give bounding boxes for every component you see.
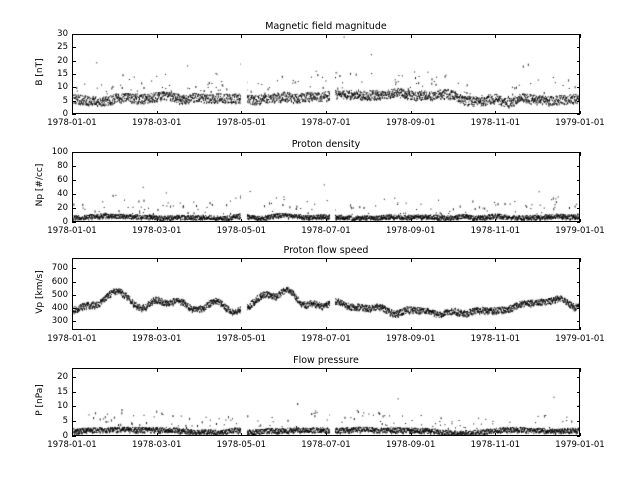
y-tick-label: 40: [57, 189, 68, 199]
x-tick-mark: [580, 327, 581, 331]
y-tick-label: 100: [51, 147, 68, 157]
x-tick-mark: [326, 152, 327, 156]
y-tick-mark: [577, 295, 581, 296]
x-tick-label: 1979-01-01: [555, 334, 605, 344]
x-tick-mark: [580, 433, 581, 437]
y-tick-mark: [72, 61, 76, 62]
y-tick-label: 10: [57, 401, 68, 412]
x-tick-mark: [495, 433, 496, 437]
y-tick-mark: [577, 208, 581, 209]
x-tick-mark: [241, 152, 242, 156]
x-tick-mark: [495, 219, 496, 223]
y-tick-label: 700: [51, 263, 68, 274]
y-tick-mark: [72, 194, 76, 195]
y-tick-mark: [577, 392, 581, 393]
x-tick-label: 1978-07-01: [301, 334, 351, 344]
x-tick-mark: [580, 368, 581, 372]
x-tick-mark: [157, 258, 158, 262]
y-tick-label: 400: [51, 302, 68, 313]
x-tick-mark: [411, 34, 412, 38]
x-tick-label: 1979-01-01: [555, 226, 605, 236]
plot-title-3: Proton flow speed: [283, 245, 369, 256]
x-tick-mark: [580, 152, 581, 156]
x-tick-mark: [241, 327, 242, 331]
y-tick-mark: [72, 87, 76, 88]
x-tick-label: 1978-05-01: [216, 334, 267, 344]
y-axis-label-4: P [nPa]: [35, 384, 45, 416]
x-tick-mark: [580, 34, 581, 38]
y-tick-mark: [577, 321, 581, 322]
y-tick-mark: [72, 377, 76, 378]
y-tick-mark: [72, 282, 76, 283]
series-points-2: [73, 153, 580, 222]
plot-frame-4: [72, 368, 580, 436]
y-axis-label-2: Np [#/cc]: [35, 163, 45, 207]
x-tick-mark: [72, 34, 73, 38]
x-tick-mark: [411, 219, 412, 223]
y-tick-mark: [577, 114, 581, 115]
y-tick-mark: [577, 180, 581, 181]
y-tick-mark: [72, 308, 76, 309]
x-tick-mark: [72, 219, 73, 223]
y-tick-label: 20: [57, 203, 68, 213]
x-tick-label: 1978-05-01: [216, 118, 267, 128]
y-tick-mark: [72, 47, 76, 48]
x-tick-label: 1978-01-01: [47, 226, 97, 236]
x-tick-mark: [411, 152, 412, 156]
x-tick-label: 1978-09-01: [385, 226, 436, 236]
y-tick-mark: [72, 180, 76, 181]
plot-panel-2: [35, 139, 605, 236]
y-tick-mark: [72, 421, 76, 422]
y-tick-mark: [577, 406, 581, 407]
y-tick-label: 0: [62, 431, 68, 441]
plot-panel-1: [35, 21, 605, 128]
y-tick-label: 600: [51, 276, 68, 287]
x-tick-label: 1978-11-01: [470, 226, 521, 236]
y-tick-label: 300: [51, 315, 68, 326]
x-tick-mark: [157, 219, 158, 223]
y-tick-mark: [72, 406, 76, 407]
y-tick-label: 500: [51, 289, 68, 300]
y-tick-mark: [577, 421, 581, 422]
x-tick-mark: [157, 152, 158, 156]
x-tick-mark: [157, 327, 158, 331]
x-tick-mark: [495, 368, 496, 372]
x-tick-mark: [580, 111, 581, 115]
x-tick-mark: [72, 327, 73, 331]
y-tick-label: 20: [57, 55, 68, 66]
y-tick-mark: [577, 268, 581, 269]
x-tick-mark: [326, 258, 327, 262]
y-tick-mark: [577, 436, 581, 437]
x-tick-label: 1978-09-01: [385, 118, 436, 128]
x-tick-label: 1978-01-01: [47, 334, 97, 344]
x-tick-mark: [241, 258, 242, 262]
x-tick-mark: [326, 433, 327, 437]
series-points-4: [73, 369, 580, 436]
plot-panel-4: [35, 355, 605, 450]
x-tick-mark: [495, 327, 496, 331]
x-tick-mark: [241, 433, 242, 437]
y-tick-mark: [72, 392, 76, 393]
x-tick-label: 1978-03-01: [131, 118, 182, 128]
x-tick-label: 1978-05-01: [216, 440, 267, 450]
x-tick-mark: [72, 152, 73, 156]
y-tick-mark: [577, 87, 581, 88]
x-tick-label: 1978-03-01: [131, 334, 182, 344]
y-tick-mark: [72, 268, 76, 269]
x-tick-mark: [241, 34, 242, 38]
series-points-3: [73, 259, 580, 330]
x-tick-mark: [411, 368, 412, 372]
x-tick-mark: [495, 258, 496, 262]
plot-frame-2: [72, 152, 580, 222]
x-tick-label: 1978-07-01: [301, 440, 351, 450]
plot-frame-3: [72, 258, 580, 330]
y-tick-mark: [72, 321, 76, 322]
x-tick-mark: [72, 368, 73, 372]
x-tick-mark: [580, 219, 581, 223]
y-tick-mark: [72, 114, 76, 115]
y-axis-label-1: B [nT]: [35, 58, 45, 86]
x-tick-mark: [326, 34, 327, 38]
y-tick-mark: [577, 282, 581, 283]
x-tick-mark: [411, 111, 412, 115]
y-tick-mark: [577, 61, 581, 62]
x-tick-mark: [326, 219, 327, 223]
plot-frame-1: [72, 34, 580, 114]
x-tick-mark: [326, 111, 327, 115]
x-tick-label: 1978-11-01: [470, 118, 521, 128]
y-tick-label: 30: [57, 29, 68, 39]
y-tick-label: 15: [57, 386, 68, 397]
x-tick-mark: [72, 433, 73, 437]
x-tick-label: 1978-01-01: [47, 118, 97, 128]
y-tick-mark: [72, 166, 76, 167]
y-tick-label: 0: [62, 109, 68, 119]
x-tick-mark: [157, 368, 158, 372]
y-tick-label: 25: [57, 42, 68, 53]
x-tick-label: 1978-09-01: [385, 440, 436, 450]
x-tick-label: 1978-07-01: [301, 118, 351, 128]
x-tick-mark: [580, 258, 581, 262]
y-tick-mark: [577, 101, 581, 102]
y-tick-label: 20: [57, 371, 68, 382]
x-tick-mark: [326, 368, 327, 372]
x-tick-label: 1978-05-01: [216, 226, 267, 236]
y-tick-mark: [72, 436, 76, 437]
x-tick-mark: [411, 327, 412, 331]
plot-title-4: Flow pressure: [293, 355, 359, 366]
plot-title-1: Magnetic field magnitude: [265, 21, 387, 32]
x-tick-label: 1978-11-01: [470, 334, 521, 344]
x-tick-mark: [411, 258, 412, 262]
y-tick-mark: [577, 47, 581, 48]
y-tick-mark: [577, 194, 581, 195]
x-tick-mark: [495, 34, 496, 38]
x-tick-mark: [157, 34, 158, 38]
y-axis-label-3: Vp [km/s]: [35, 270, 45, 314]
x-tick-mark: [241, 219, 242, 223]
x-tick-mark: [72, 258, 73, 262]
y-tick-label: 5: [62, 416, 68, 427]
y-tick-label: 15: [57, 69, 68, 79]
x-tick-label: 1978-11-01: [470, 440, 521, 450]
x-tick-label: 1978-01-01: [47, 440, 97, 450]
y-tick-mark: [72, 208, 76, 209]
x-tick-mark: [411, 433, 412, 437]
x-tick-mark: [326, 327, 327, 331]
y-tick-mark: [72, 295, 76, 296]
x-tick-label: 1979-01-01: [555, 440, 605, 450]
x-tick-label: 1979-01-01: [555, 118, 605, 128]
plot-title-2: Proton density: [291, 139, 361, 150]
x-tick-mark: [495, 111, 496, 115]
x-tick-label: 1978-07-01: [301, 226, 351, 236]
x-tick-mark: [241, 368, 242, 372]
x-tick-mark: [157, 111, 158, 115]
y-tick-label: 10: [57, 82, 68, 93]
y-tick-label: 60: [57, 175, 68, 185]
x-tick-label: 1978-03-01: [131, 440, 182, 450]
x-tick-label: 1978-09-01: [385, 334, 436, 344]
y-tick-mark: [72, 222, 76, 223]
y-tick-mark: [577, 377, 581, 378]
y-tick-label: 5: [62, 95, 68, 106]
y-tick-mark: [577, 74, 581, 75]
x-tick-mark: [72, 111, 73, 115]
y-tick-mark: [72, 101, 76, 102]
y-tick-mark: [577, 166, 581, 167]
x-tick-mark: [157, 433, 158, 437]
y-tick-mark: [577, 308, 581, 309]
y-tick-mark: [577, 222, 581, 223]
x-tick-mark: [241, 111, 242, 115]
series-points-1: [73, 35, 580, 114]
y-tick-mark: [72, 74, 76, 75]
x-tick-mark: [495, 152, 496, 156]
y-tick-label: 0: [62, 217, 68, 227]
plot-panel-3: [35, 245, 605, 344]
x-tick-label: 1978-03-01: [131, 226, 182, 236]
y-tick-label: 80: [57, 161, 68, 171]
